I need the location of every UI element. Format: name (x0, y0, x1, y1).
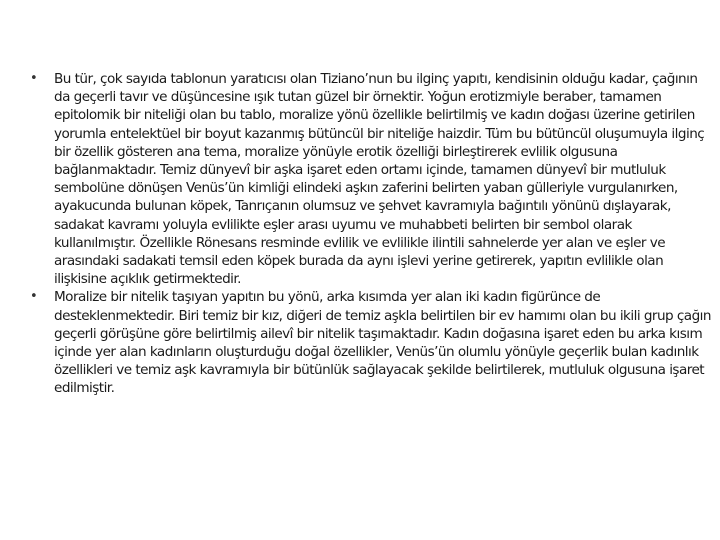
bullet-text-1: Bu tür, çok sayıda tablonun yaratıcısı olan Tiziano’nun bu ilginç yapıtı, kendisinin olduğu kadar, çağının da geçerli tavır ve düşüncesine ışık tutan güzel bir örnektir. Yoğun erotizmiyle beraber, tamamen epitolomik bir niteliği olan bu tablo, moralize yönü özellikle belirtilmiş ve kadın doğası üzerine getirilen yorumla entelektüel bir boyut kazanmış bütüncül bir niteliğe haizdir. Tüm bu bütüncül oluşumuyla ilginç bir özellik gösteren ana tema, moralize yönüyle erotik özelliği birleştirerek evlilik olgusuna bağlanmaktadır. Temiz dünyevî bir aşka işaret eden ortamı içinde, tamamen dünyevî bir mutluluk sembolüne dönüşen Venüs’ün kimliği elindeki aşkın zaferini belirten yaban gülleriyle vurgulanırken, ayakucunda bulunan köpek, Tanrıçanın olumsuz ve şehvet kavramıyla bağıntılı yönünü dışlayarak, sadakat kavramı yoluyla evlilikte eşler arası uyumu ve muhabbeti belirten bir sembol olarak kullanılmıştır. Özellikle Rönesans resminde evlilik ve evlilikle ilintili sahnelerde yer alan ve eşler ve arasındaki sadakati temsil eden köpek burada da aynı işlevi yerine getirerek, yapıtın evlilikle olan ilişkisine açıklık getirmektedir. (54, 71, 705, 288)
bullet-item-2 (30, 288, 714, 397)
bullet-item-1 (30, 70, 714, 288)
bullet-marker: • (30, 71, 38, 86)
bullet-text-2: Moralize bir nitelik taşıyan yapıtın bu yönü, arka kısımda yer alan iki kadın figürünce de desteklenmektedir. Biri temiz bir kız, diğeri de temiz aşkla belirtilen bir ev hamımı olan bu ikili grup çağın geçerli görüşüne göre belirtilmiş ailevî bir nitelik taşımaktadır. Kadın doğasına işaret eden bu arka kısım içinde yer alan kadınların oluşturduğu doğal özellikler, Venüs’ün olumlu yönüyle geçerlik bulan kadınlık özellikleri ve temiz aşk kavramıyla bir bütünlük sağlayacak şekilde belirtilerek, mutluluk olgusuna işaret edilmiştir. (54, 289, 711, 397)
bullet-marker: • (30, 289, 38, 305)
bullet-list (30, 70, 714, 398)
